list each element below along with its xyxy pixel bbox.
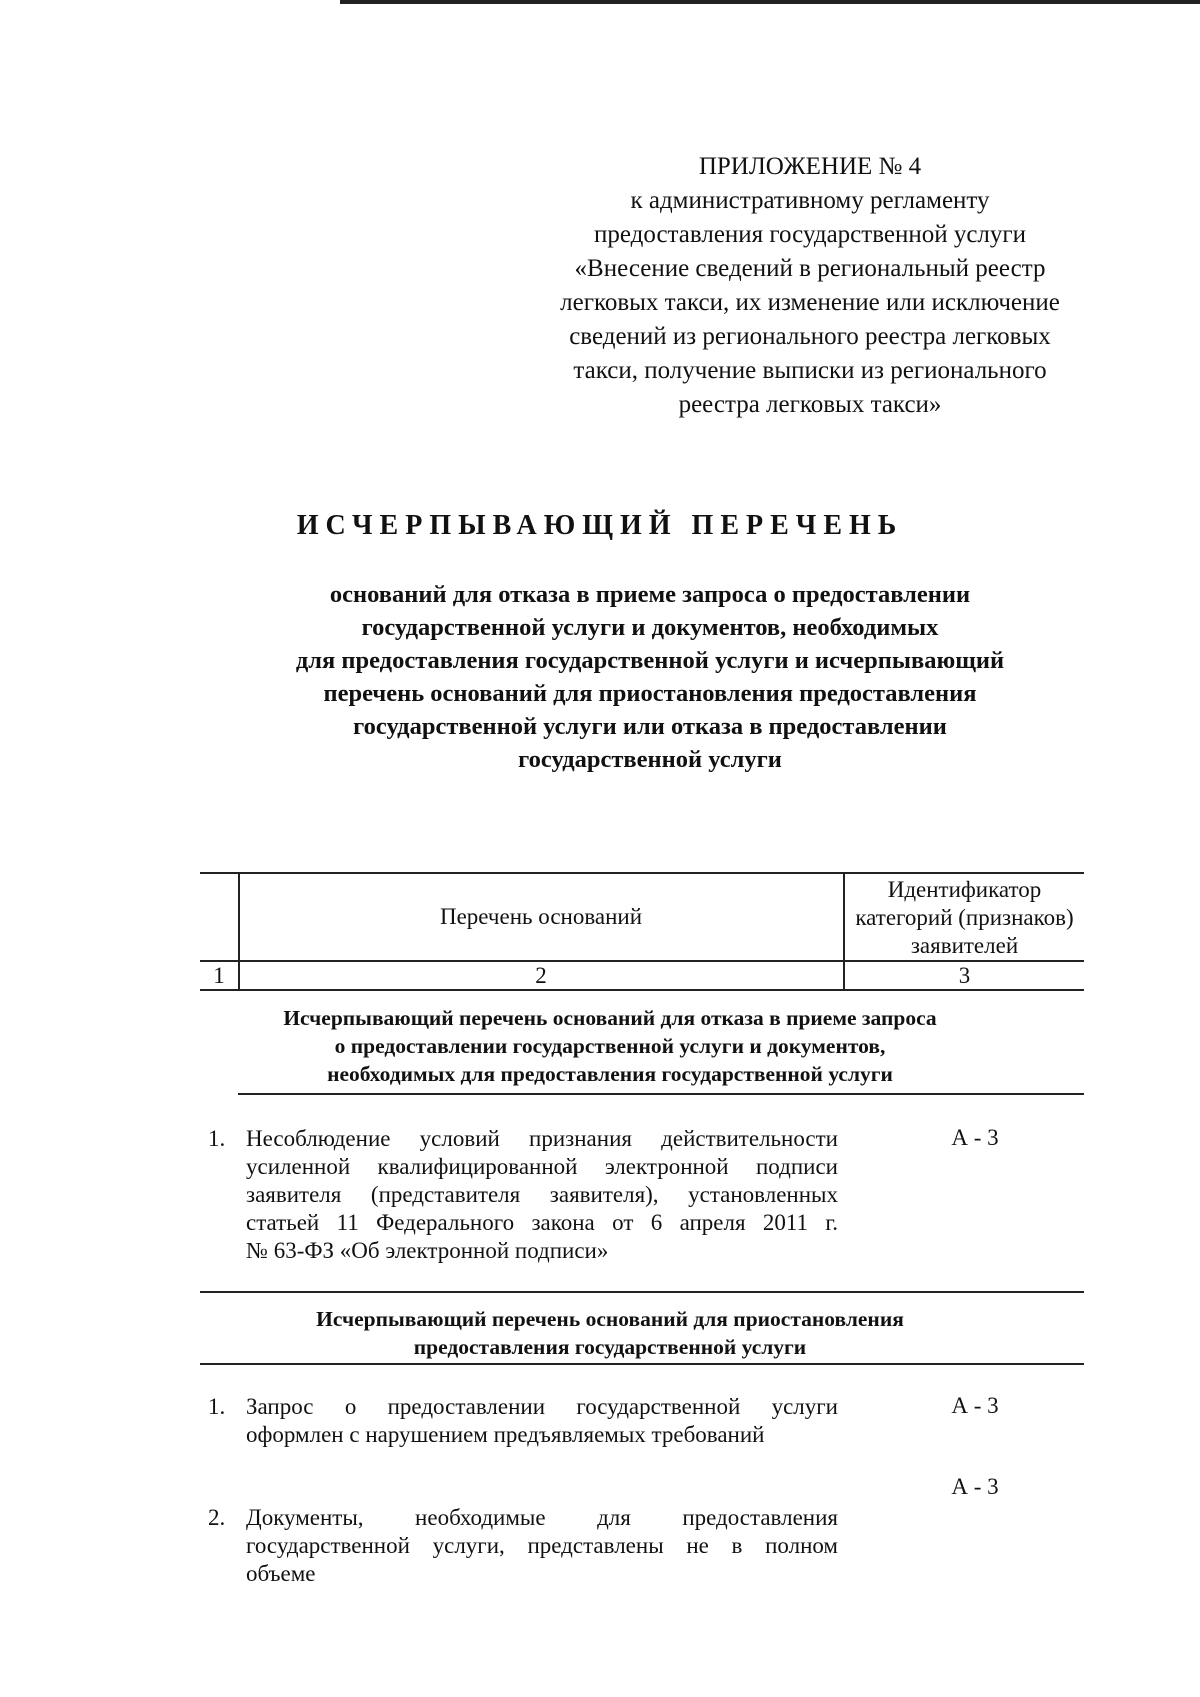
- item-text-line: Несоблюдение условий признания действительности: [246, 1126, 838, 1151]
- header-col-3: [845, 876, 1084, 960]
- appendix-title: ПРИЛОЖЕНИЕ № 4: [698, 153, 922, 180]
- item-number: 1.: [208, 1394, 226, 1419]
- appendix-header: [540, 150, 1080, 422]
- subtitle-line: оснований для отказа в приеме запроса о предоставлении: [329, 581, 971, 608]
- item-number: 1.: [208, 1126, 226, 1151]
- section-title: [220, 1305, 1000, 1361]
- scan-edge: [340, 0, 1200, 4]
- appendix-line: такси, получение выписки из регионального: [573, 357, 1047, 384]
- list-item: [208, 1393, 838, 1449]
- column-number: 3: [958, 963, 971, 988]
- section-title-line: предоставления государственной услуги: [413, 1335, 807, 1359]
- appendix-line: сведений из регионального реестра легковых: [569, 323, 1051, 350]
- appendix-line: реестра легковых такси»: [678, 391, 942, 418]
- appendix-line: к административному регламенту: [630, 187, 990, 214]
- section-divider: [238, 1093, 1084, 1095]
- header-col-3-line: категорий (признаков): [855, 905, 1074, 930]
- item-text-line: заявителя (представителя заявителя), установленных: [246, 1182, 838, 1207]
- section-title-line: Исчерпывающий перечень оснований для приостановления: [316, 1307, 904, 1331]
- item-number: 2.: [208, 1505, 226, 1530]
- item-identifier: А - 3: [951, 1393, 999, 1418]
- item-text-line: статьей 11 Федерального закона от 6 апреля 2011 г.: [246, 1210, 838, 1235]
- item-identifier: А - 3: [951, 1474, 999, 1499]
- column-number: 2: [535, 963, 547, 988]
- appendix-line: легковых такси, их изменение или исключение: [560, 289, 1060, 316]
- subtitle-line: государственной услуги или отказа в предоставлении: [353, 713, 947, 740]
- item-text: [246, 1125, 838, 1265]
- document-title: ИСЧЕРПЫВАЮЩИЙ ПЕРЕЧЕНЬ: [296, 510, 904, 541]
- header-col-3-line: Идентификатор: [887, 877, 1042, 902]
- document-subtitle: [200, 578, 1100, 776]
- header-col-2: Перечень оснований: [439, 904, 643, 929]
- table-top-border: [200, 872, 1084, 874]
- item-text-line: Запрос о предоставлении государственной услуги: [246, 1394, 838, 1419]
- section-title-line: о предоставлении государственной услуги и документов,: [334, 1034, 886, 1058]
- appendix-line: «Внесение сведений в региональный реестр: [574, 255, 1046, 282]
- header-col-3-line: заявителей: [910, 933, 1019, 958]
- item-text: [246, 1393, 838, 1449]
- column-number: 1: [213, 963, 225, 988]
- item-text-line: государственной услуги, представлены не в полном: [246, 1533, 838, 1558]
- appendix-line: предоставления государственной услуги: [593, 221, 1027, 248]
- item-text-line: оформлен с нарушением предъявляемых требований: [246, 1422, 765, 1447]
- list-item: [208, 1125, 838, 1265]
- section-divider: [200, 1363, 1084, 1365]
- item-text: [246, 1504, 838, 1588]
- section-title-line: Исчерпывающий перечень оснований для отказа в приеме запроса: [283, 1006, 937, 1030]
- item-identifier: А - 3: [951, 1125, 999, 1150]
- section-title-line: необходимых для предоставления государственной услуги: [327, 1062, 893, 1086]
- item-text-line: № 63-ФЗ «Об электронной подписи»: [246, 1238, 609, 1263]
- subtitle-line: государственной услуги и документов, необходимых: [361, 614, 939, 641]
- subtitle-line: государственной услуги: [518, 746, 782, 773]
- item-text-line: Документы, необходимые для предоставления: [246, 1505, 838, 1530]
- subtitle-line: перечень оснований для приостановления предоставления: [323, 680, 977, 707]
- subtitle-line: для предоставления государственной услуги и исчерпывающий: [295, 647, 1005, 674]
- section-title: [220, 1004, 1000, 1088]
- section-divider: [200, 1291, 1084, 1293]
- list-item: [208, 1504, 838, 1588]
- item-text-line: усиленной квалифицированной электронной подписи: [246, 1154, 838, 1179]
- item-text-line: объеме: [246, 1561, 316, 1586]
